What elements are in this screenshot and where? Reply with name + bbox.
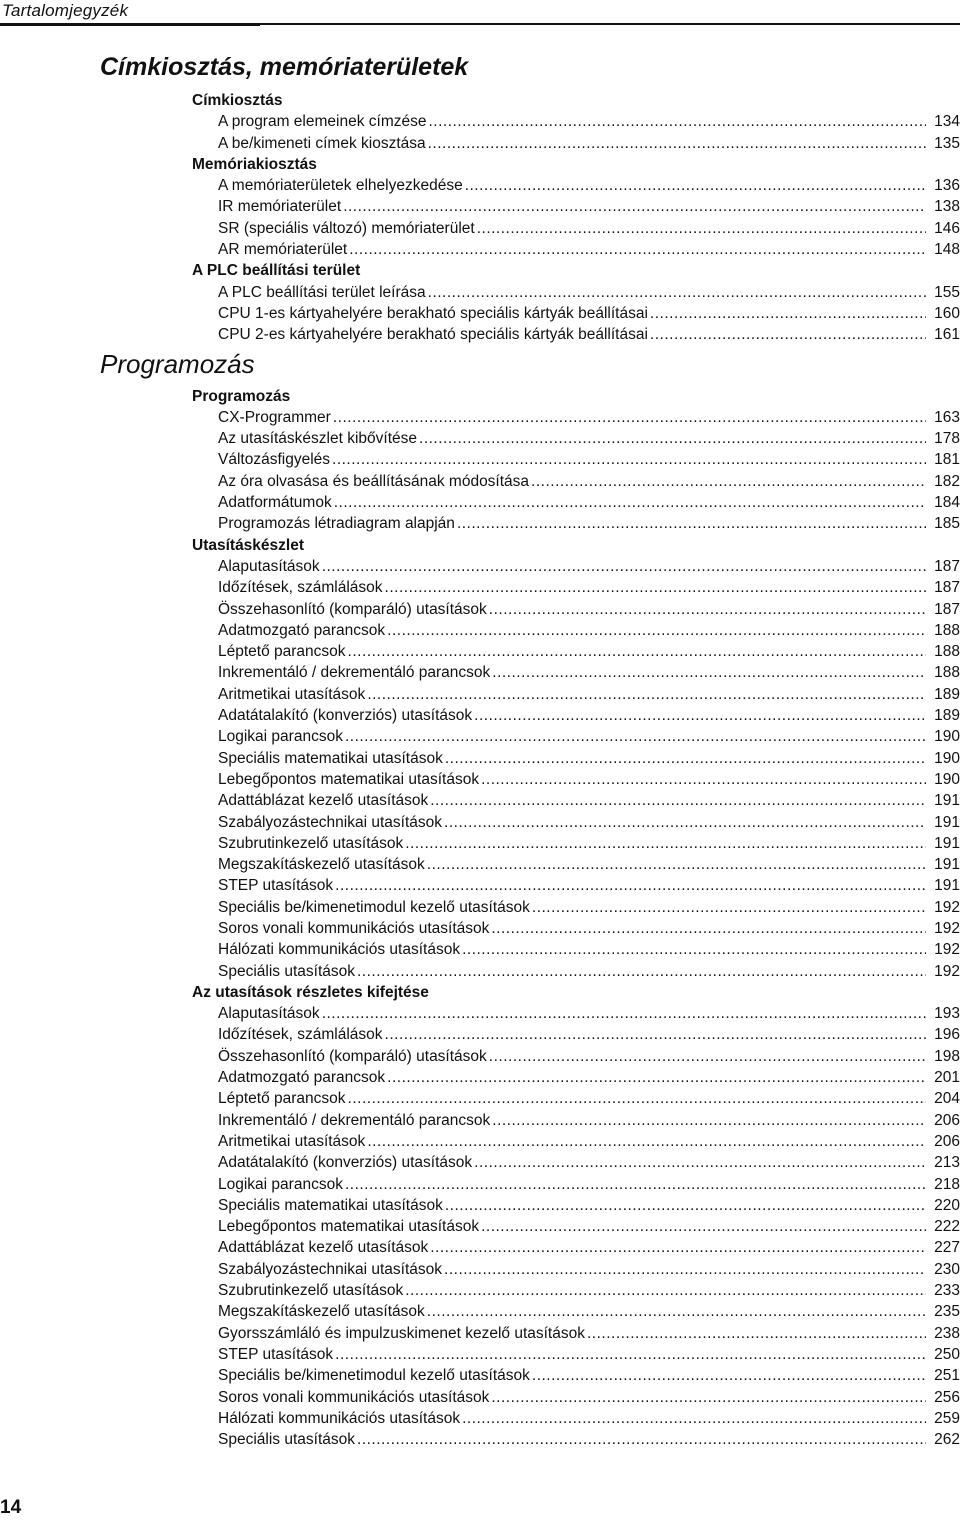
toc-entry[interactable] [218, 620, 960, 641]
dot-leader [419, 428, 926, 449]
toc-entry[interactable] [218, 133, 960, 154]
toc-entry-page: 198 [934, 1047, 960, 1065]
dot-leader [322, 1003, 926, 1024]
dot-leader [334, 492, 926, 513]
toc-entry[interactable] [218, 196, 960, 217]
toc-entry-page: 256 [934, 1388, 960, 1406]
toc-entry[interactable] [218, 662, 960, 683]
toc-entry-page: 148 [934, 241, 960, 259]
dot-leader [427, 1301, 926, 1322]
toc-entry-page: 185 [934, 515, 960, 533]
toc-entry-title: Lebegőpontos matematikai utasítások [218, 770, 480, 788]
toc-entry-page: 191 [934, 877, 960, 895]
toc-entry-title: Speciális be/kimenetimodul kezelő utasítások [218, 1367, 530, 1385]
toc-entry-title: A PLC beállítási terület leírása [218, 283, 426, 301]
toc-entry-page: 155 [934, 283, 960, 301]
header-title: Tartalomjegyzék [2, 1, 129, 20]
toc-entry[interactable] [218, 1067, 960, 1088]
dot-leader [481, 1216, 926, 1237]
toc-entry-page: 192 [934, 962, 960, 980]
dot-leader [489, 1046, 926, 1067]
toc-entry[interactable] [218, 303, 960, 324]
toc-entry-page: 181 [934, 451, 960, 469]
toc-entry[interactable] [218, 1344, 960, 1365]
page-number: 14 [0, 1497, 22, 1518]
dot-leader [477, 218, 926, 239]
toc-entry-title: Szubrutinkezelő utasítások [218, 1282, 404, 1300]
toc-entry-title: Összehasonlító (komparáló) utasítások [218, 1047, 487, 1065]
toc-entry-page: 201 [934, 1069, 960, 1087]
toc-entry[interactable] [218, 1429, 960, 1450]
toc-entry-title: Az utasításkészlet kibővítése [218, 430, 418, 448]
toc-entry-page: 138 [934, 198, 960, 216]
dot-leader [427, 854, 926, 875]
dot-leader [405, 833, 926, 854]
toc-entry-title: Időzítések, számlálások [218, 1026, 383, 1044]
page-header [0, 0, 960, 25]
toc-entry[interactable] [218, 471, 960, 492]
toc-entry-page: 190 [934, 770, 960, 788]
toc-entry[interactable] [218, 875, 960, 896]
toc-entry[interactable] [218, 1110, 960, 1131]
dot-leader [531, 471, 926, 492]
toc-entry-page: 233 [934, 1282, 960, 1300]
dot-leader [428, 282, 926, 303]
toc-entry-title: Adattáblázat kezelő utasítások [218, 1239, 429, 1257]
dot-leader [462, 1408, 926, 1429]
toc-entry[interactable] [218, 324, 960, 345]
toc-entry[interactable] [218, 854, 960, 875]
toc-entry-title: Megszakításkezelő utasítások [218, 1303, 425, 1321]
dot-leader [348, 641, 926, 662]
toc-entry-title: IR memóriaterület [218, 198, 342, 216]
toc-entry[interactable] [218, 1216, 960, 1237]
toc-entry[interactable] [218, 1152, 960, 1173]
toc-entry-page: 196 [934, 1026, 960, 1044]
toc-entry-page: 218 [934, 1175, 960, 1193]
toc-entry-page: 189 [934, 685, 960, 703]
dot-leader [532, 1365, 926, 1386]
toc-entry-title: A memóriaterületek elhelyezkedése [218, 177, 463, 195]
toc-entry-page: 135 [934, 134, 960, 152]
toc-entry-title: Speciális matematikai utasítások [218, 1196, 443, 1214]
toc-entry-title: Logikai parancsok [218, 728, 343, 746]
dot-leader [587, 1323, 926, 1344]
toc-entry-page: 238 [934, 1324, 960, 1342]
toc-entry-title: CPU 1-es kártyahelyére berakható speciális kártyák beállításai [218, 304, 648, 322]
toc-entry-page: 184 [934, 494, 960, 512]
toc-entry-title: Adatátalakító (konverziós) utasítások [218, 707, 473, 725]
toc-entry-page: 213 [934, 1154, 960, 1172]
toc-entry-page: 192 [934, 941, 960, 959]
toc-entry[interactable] [218, 769, 960, 790]
section-title: Programozás [100, 348, 255, 379]
toc-entry-title: Speciális utasítások [218, 962, 355, 980]
toc-entry-title: Inkrementáló / dekrementáló parancsok [218, 1111, 491, 1129]
toc-entry[interactable] [218, 833, 960, 854]
toc-entry[interactable] [218, 449, 960, 470]
dot-leader [335, 875, 926, 896]
dot-leader [428, 111, 926, 132]
toc-entry-title: Alaputasítások [218, 1005, 320, 1023]
toc-entry[interactable] [218, 1003, 960, 1024]
toc-entry[interactable] [218, 239, 960, 260]
subsection-heading: A PLC beállítási terület [192, 262, 361, 280]
toc-entry-page: 192 [934, 898, 960, 916]
dot-leader [345, 1174, 926, 1195]
toc-entry[interactable] [218, 1195, 960, 1216]
dot-leader [428, 133, 926, 154]
dot-leader [357, 961, 926, 982]
table-of-contents [0, 50, 960, 1450]
toc-entry-title: Szabályozástechnikai utasítások [218, 813, 443, 831]
subsection-heading: Az utasítások részletes kifejtése [192, 983, 429, 1001]
dot-leader [444, 812, 926, 833]
toc-entry[interactable] [218, 918, 960, 939]
toc-entry-page: 182 [934, 472, 960, 490]
dot-leader [491, 918, 926, 939]
dot-leader [430, 1237, 926, 1258]
toc-entry-title: Programozás létradiagram alapján [218, 515, 455, 533]
dot-leader [492, 662, 926, 683]
toc-entry[interactable] [218, 556, 960, 577]
toc-entry-title: Megszakításkezelő utasítások [218, 856, 425, 874]
toc-entry[interactable] [218, 961, 960, 982]
toc-entry-page: 161 [934, 326, 960, 344]
toc-entry[interactable] [218, 513, 960, 534]
toc-entry-page: 190 [934, 728, 960, 746]
toc-entry-page: 187 [934, 600, 960, 618]
dot-leader [430, 790, 926, 811]
toc-entry-title: SR (speciális változó) memóriaterület [218, 219, 475, 237]
toc-entry-page: 134 [934, 113, 960, 131]
toc-entry-title: Időzítések, számlálások [218, 579, 383, 597]
toc-entry-title: Soros vonali kommunikációs utasítások [218, 919, 490, 937]
dot-leader [489, 599, 926, 620]
dot-leader [348, 1088, 926, 1109]
toc-entry[interactable] [218, 705, 960, 726]
toc-entry-title: CPU 2-es kártyahelyére berakható speciális kártyák beállításai [218, 326, 648, 344]
dot-leader [385, 1024, 926, 1045]
toc-entry-page: 178 [934, 430, 960, 448]
toc-entry[interactable] [218, 939, 960, 960]
toc-entry-page: 206 [934, 1111, 960, 1129]
toc-entry-title: Adatátalakító (konverziós) utasítások [218, 1154, 473, 1172]
toc-entry-page: 193 [934, 1005, 960, 1023]
toc-entry-page: 251 [934, 1367, 960, 1385]
toc-entry-page: 191 [934, 834, 960, 852]
toc-entry[interactable] [218, 1365, 960, 1386]
dot-leader [385, 577, 926, 598]
toc-entry-title: Soros vonali kommunikációs utasítások [218, 1388, 490, 1406]
toc-entry-page: 204 [934, 1090, 960, 1108]
toc-entry[interactable] [218, 748, 960, 769]
header-rule [0, 23, 260, 26]
toc-entry-page: 191 [934, 792, 960, 810]
dot-leader [343, 196, 926, 217]
toc-entry-page: 206 [934, 1132, 960, 1150]
toc-entry-title: Aritmetikai utasítások [218, 685, 366, 703]
toc-entry[interactable] [218, 726, 960, 747]
dot-leader [444, 1259, 926, 1280]
toc-entry-page: 222 [934, 1218, 960, 1236]
dot-leader [357, 1429, 926, 1450]
section-title: Címkiosztás, memóriaterületek [100, 53, 469, 81]
toc-entry[interactable] [218, 111, 960, 132]
toc-entry-title: Hálózati kommunikációs utasítások [218, 941, 461, 959]
toc-entry-page: 259 [934, 1409, 960, 1427]
toc-entry-title: Szubrutinkezelő utasítások [218, 834, 404, 852]
dot-leader [322, 556, 926, 577]
toc-entry[interactable] [218, 1024, 960, 1045]
toc-entry[interactable] [218, 175, 960, 196]
toc-entry-page: 227 [934, 1239, 960, 1257]
dot-leader [650, 303, 926, 324]
toc-entry-page: 187 [934, 579, 960, 597]
dot-leader [481, 769, 926, 790]
toc-entry-page: 188 [934, 621, 960, 639]
dot-leader [462, 939, 926, 960]
toc-entry-title: Alaputasítások [218, 557, 320, 575]
toc-entry[interactable] [218, 1237, 960, 1258]
toc-entry-title: Léptető parancsok [218, 643, 346, 661]
toc-entry-title: Az óra olvasása és beállításának módosítása [218, 472, 530, 490]
dot-leader [492, 1110, 926, 1131]
toc-entry-title: A be/kimeneti címek kiosztása [218, 134, 426, 152]
toc-entry[interactable] [218, 684, 960, 705]
toc-entry[interactable] [218, 1323, 960, 1344]
toc-entry[interactable] [218, 1259, 960, 1280]
toc-entry[interactable] [218, 577, 960, 598]
toc-entry-title: Adatformátumok [218, 494, 332, 512]
toc-entry[interactable] [218, 1301, 960, 1322]
dot-leader [333, 407, 926, 428]
toc-entry-page: 160 [934, 304, 960, 322]
toc-entry[interactable] [218, 218, 960, 239]
dot-leader [387, 1067, 926, 1088]
toc-entry[interactable] [218, 1174, 960, 1195]
toc-entry-title: Adattáblázat kezelő utasítások [218, 792, 429, 810]
dot-leader [332, 449, 926, 470]
toc-entry-page: 250 [934, 1345, 960, 1363]
toc-entry-page: 187 [934, 557, 960, 575]
dot-leader [474, 1152, 926, 1173]
toc-entry-title: Változásfigyelés [218, 451, 331, 469]
toc-entry-title: Adatmozgató parancsok [218, 621, 386, 639]
dot-leader [345, 726, 926, 747]
toc-entry[interactable] [218, 790, 960, 811]
subsection-heading: Címkiosztás [192, 92, 283, 109]
toc-entry-page: 191 [934, 813, 960, 831]
toc-entry-page: 262 [934, 1431, 960, 1449]
toc-entry-title: Aritmetikai utasítások [218, 1132, 366, 1150]
toc-entry-title: Szabályozástechnikai utasítások [218, 1260, 443, 1278]
dot-leader [405, 1280, 926, 1301]
toc-entry[interactable] [218, 492, 960, 513]
dot-leader [474, 705, 926, 726]
toc-entry-title: Lebegőpontos matematikai utasítások [218, 1218, 480, 1236]
toc-entry-title: Logikai parancsok [218, 1175, 343, 1193]
toc-entry[interactable] [218, 407, 960, 428]
toc-entry-title: Adatmozgató parancsok [218, 1069, 386, 1087]
dot-leader [445, 748, 926, 769]
toc-entry-page: 163 [934, 408, 960, 426]
toc-entry-page: 190 [934, 749, 960, 767]
toc-entry-title: Speciális matematikai utasítások [218, 749, 443, 767]
toc-entry-title: Léptető parancsok [218, 1090, 346, 1108]
toc-entry[interactable] [218, 897, 960, 918]
toc-entry-title: Gyorsszámláló és impulzuskimenet kezelő utasítások [218, 1324, 585, 1342]
toc-entry-title: STEP utasítások [218, 1345, 334, 1363]
toc-entry-title: Inkrementáló / dekrementáló parancsok [218, 664, 491, 682]
toc-entry-page: 188 [934, 664, 960, 682]
dot-leader [387, 620, 926, 641]
dot-leader [349, 239, 926, 260]
dot-leader [491, 1387, 926, 1408]
toc-entry-title: Speciális utasítások [218, 1431, 355, 1449]
toc-entry[interactable] [218, 1387, 960, 1408]
toc-entry-title: Speciális be/kimenetimodul kezelő utasítások [218, 898, 530, 916]
toc-entry-title: A program elemeinek címzése [218, 113, 427, 131]
dot-leader [650, 324, 926, 345]
toc-entry-page: 230 [934, 1260, 960, 1278]
toc-entry[interactable] [218, 1046, 960, 1067]
toc-entry[interactable] [218, 1131, 960, 1152]
toc-entry[interactable] [218, 428, 960, 449]
toc-entry[interactable] [218, 1408, 960, 1429]
toc-entry-title: AR memóriaterület [218, 241, 348, 259]
toc-entry-page: 146 [934, 219, 960, 237]
toc-entry-title: STEP utasítások [218, 877, 334, 895]
dot-leader [457, 513, 926, 534]
toc-entry[interactable] [218, 1088, 960, 1109]
dot-leader [532, 897, 926, 918]
toc-entry-title: CX-Programmer [218, 408, 331, 426]
toc-entry[interactable] [218, 641, 960, 662]
toc-entry-page: 191 [934, 856, 960, 874]
toc-entry-page: 189 [934, 707, 960, 725]
dot-leader [465, 175, 926, 196]
toc-entry[interactable] [218, 1280, 960, 1301]
toc-entry[interactable] [218, 282, 960, 303]
toc-entry-page: 235 [934, 1303, 960, 1321]
toc-entry-page: 220 [934, 1196, 960, 1214]
dot-leader [445, 1195, 926, 1216]
toc-entry-page: 136 [934, 177, 960, 195]
toc-entry-page: 188 [934, 643, 960, 661]
toc-entry-title: Hálózati kommunikációs utasítások [218, 1409, 461, 1427]
toc-entry[interactable] [218, 599, 960, 620]
toc-entry-title: Összehasonlító (komparáló) utasítások [218, 600, 487, 618]
subsection-heading: Programozás [192, 387, 291, 405]
dot-leader [367, 1131, 926, 1152]
dot-leader [335, 1344, 926, 1365]
toc-entry-page: 192 [934, 919, 960, 937]
subsection-heading: Memóriakiosztás [192, 155, 317, 173]
toc-entry[interactable] [218, 812, 960, 833]
subsection-heading: Utasításkészlet [192, 536, 305, 554]
dot-leader [367, 684, 926, 705]
